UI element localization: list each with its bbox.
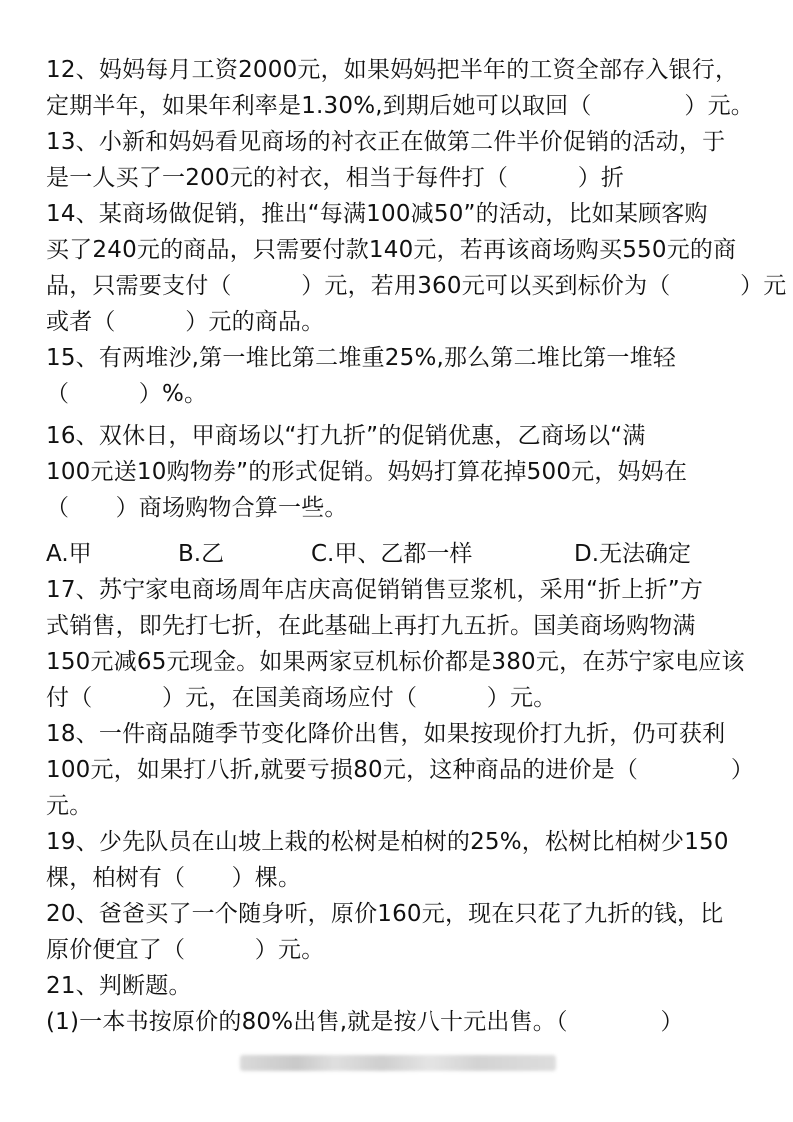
question-text-line: (1)一本书按原价的80%出售,就是按八十元出售。（ ） (46, 1009, 684, 1035)
question-text-line: 100元，如果打八折,就要亏损80元，这种商品的进价是（ ） (46, 757, 755, 783)
question-text-line: 元。 (46, 793, 93, 819)
question-text-line: 19、少先队员在山坡上栽的松树是柏树的25%，松树比柏树少150 (46, 829, 729, 855)
question-text-line: 式销售，即先打七折，在此基础上再打九五折。国美商场购物满 (46, 613, 696, 639)
question-text-line: 13、小新和妈妈看见商场的衬衣正在做第二件半价促销的活动，于 (46, 129, 726, 155)
question-text-line: 100元送10购物券”的形式促销。妈妈打算花掉500元，妈妈在 (46, 459, 688, 485)
question-12 (46, 52, 758, 124)
question-text-line: 或者（ ）元的商品。 (46, 309, 325, 335)
question-19 (46, 824, 758, 896)
question-text-line: 20、爸爸买了一个随身听，原价160元，现在只花了九折的钱，比 (46, 901, 724, 927)
question-text-line: 14、某商场做促销，推出“每满100减50”的活动，比如某顾客购 (46, 201, 708, 227)
question-text-line: 买了240元的商品，只需要付款140元，若再该商场购买550元的商 (46, 237, 737, 263)
question-16 (46, 418, 758, 572)
question-text-line: （ ）商场购物合算一些。 (46, 495, 348, 521)
question-text-line: 150元减65元现金。如果两家豆机标价都是380元，在苏宁家电应该 (46, 649, 745, 675)
question-13 (46, 124, 758, 196)
question-text-line: 16、双休日，甲商场以“打九折”的促销优惠，乙商场以“满 (46, 423, 646, 449)
question-text-line: 原价便宜了（ ）元。 (46, 937, 325, 963)
question-text-line: 棵，柏树有（ ）棵。 (46, 865, 302, 891)
question-15 (46, 340, 758, 412)
question-20 (46, 896, 758, 968)
question-text-line: 21、判断题。 (46, 973, 192, 999)
question-18 (46, 716, 758, 824)
question-text-line: 18、一件商品随季节变化降价出售，如果按现价打九折，仍可获利 (46, 721, 726, 747)
question-21 (46, 968, 758, 1040)
option-b: B.乙 (178, 541, 225, 567)
question-text-line: 定期半年，如果年利率是1.30%,到期后她可以取回（ ）元。 (46, 93, 754, 119)
option-a: A.甲 (46, 541, 92, 567)
worksheet-page (46, 52, 787, 1040)
question-17 (46, 572, 758, 716)
blurred-footer-watermark (240, 1055, 556, 1071)
question-text-line: （ ）%。 (46, 381, 208, 407)
question-text-line: 付（ ）元，在国美商场应付（ ）元。 (46, 685, 557, 711)
option-c: C.甲、乙都一样 (311, 541, 473, 567)
question-text-line: 17、苏宁家电商场周年店庆高促销销售豆浆机，采用“折上折”方 (46, 577, 704, 603)
question-text-line: 15、有两堆沙,第一堆比第二堆重25%,那么第二堆比第一堆轻 (46, 345, 677, 371)
question-14 (46, 196, 787, 340)
option-d: D.无法确定 (574, 541, 692, 567)
question-text-line: 是一人买了一200元的衬衣，相当于每件打（ ）折 (46, 165, 625, 191)
answer-options (46, 536, 758, 572)
question-text-line: 12、妈妈每月工资2000元，如果妈妈把半年的工资全部存入银行， (46, 57, 739, 83)
question-text-line: 品，只需要支付（ ）元，若用360元可以买到标价为（ ）元 (46, 273, 787, 299)
